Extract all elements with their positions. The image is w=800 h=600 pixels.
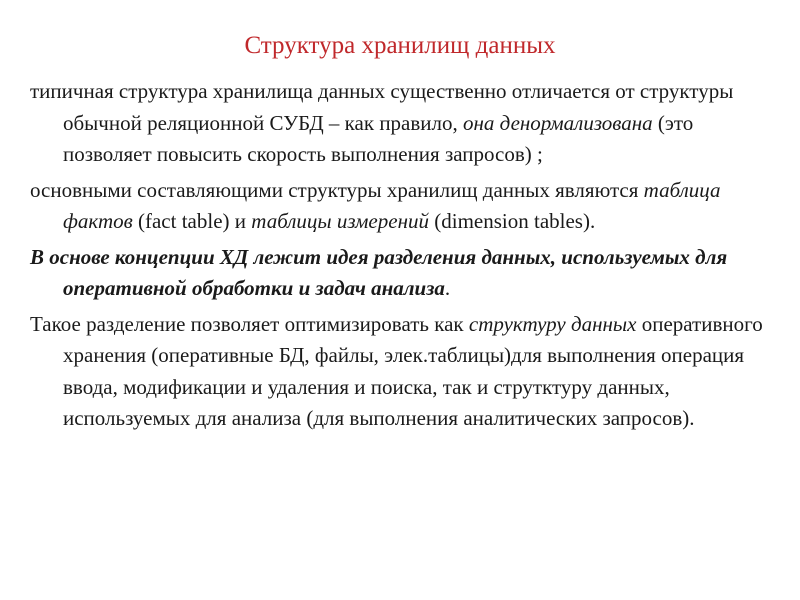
text-segment-italic: она денормализована [463,110,653,135]
paragraph-key-concept [30,242,775,305]
slide-title: Структура хранилищ данных [244,32,556,59]
text-segment: В основе концепции ХД лежит идея разделения данных, используемых для оперативной обработки и задач анализа [30,244,728,300]
text-segment: основными составляющими структуры хранилищ данных являются [30,177,644,202]
text-segment: оперативного хранения (оперативные БД, файлы, элек.таблицы)для выполнения операция ввода, модификации и удаления и поиска, так и струтктуру данных, используемых для анализа (для выполнения аналитических запросов). [63,311,763,430]
slide-body [30,76,775,439]
text-segment: Такое разделение позволяет оптимизировать как [30,311,469,336]
paragraph-separation-benefit [30,309,775,435]
paragraph-typical-structure [30,76,775,171]
text-segment: (fact table) и [132,209,252,233]
text-segment: (dimension tables). [429,209,596,233]
text-segment: (это позволяет повысить скорость выполнения запросов) ; [63,110,694,166]
paragraph-main-components [30,175,775,238]
text-segment: . [444,276,451,300]
text-segment-italic: таблицы измерений [251,209,429,233]
text-segment-italic: таблица фактов [63,177,721,233]
text-segment: типичная структура хранилища данных существенно отличается от структуры обычной реляционной СУБД – как правило, [30,79,734,135]
text-segment-italic: структуру данных [468,311,637,336]
